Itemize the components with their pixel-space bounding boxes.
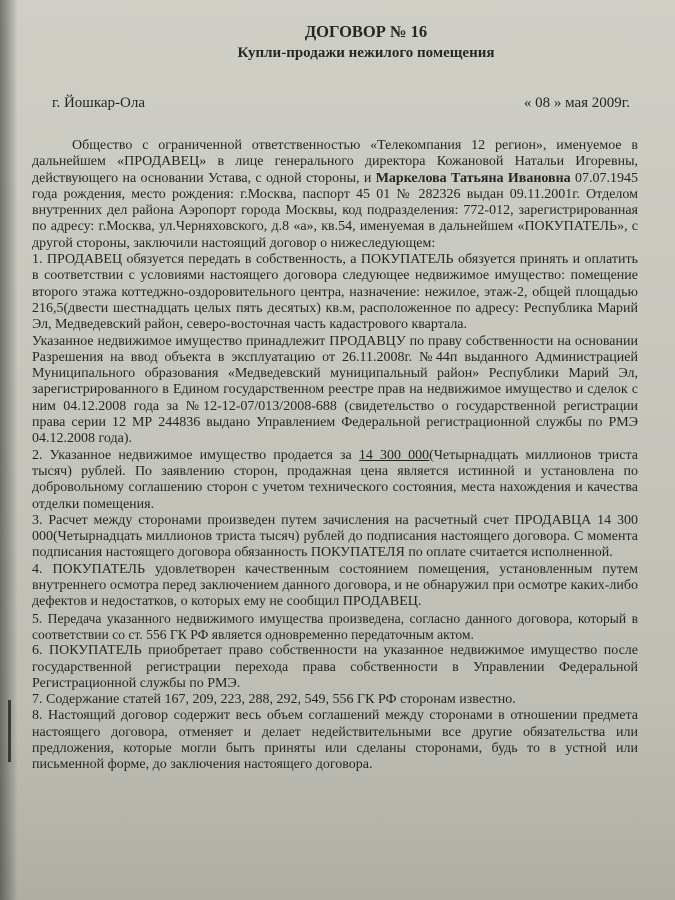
preamble-part2: 07.07.1945 года рождения, место рождения: г.Москва, паспорт 45 01 № 282326 выдан 09.11.2001г. Отделом внутренних дел района Аэропорт города Москвы, код подразделения: 772-012, зарегистрированная по адресу: г.Москва, ул.Черняховского, д.8 «а», кв.54, именуемая в дальнейшем «ПОКУПАТЕЛЬ», с другой стороны, заключили настоящий договор о нижеследующем: [32, 170, 639, 251]
clause-5: 5. Передача указанного недвижимого имущества произведена, согласно данного договора, который в соответствии со ст. 556 ГК РФ является одновременно передаточным актом. [32, 610, 638, 642]
clause-4: 4. ПОКУПАТЕЛЬ удовлетворен качественным состоянием помещения, установленным путем внутреннего осмотра перед заключением данного договора, и не обнаружил при осмотре каких-либо дефектов и недостатков, о которых ему не сообщил ПРОДАВЕЦ. [32, 561, 638, 610]
contract-date: « 08 » мая 2009г. [523, 95, 630, 111]
place-date-line [30, 95, 642, 115]
clause-2-price: 14 300 000 [358, 447, 430, 463]
document-content [30, 22, 642, 774]
contract-body [30, 138, 642, 774]
document-subtitle: Купли-продажи нежилого помещения [237, 45, 495, 61]
clause-6: 6. ПОКУПАТЕЛЬ приобретает право собственности на указанное недвижимое имущество после государственной регистрации перехода права собственности в Управлении Федеральной Регистрационной службы по РМЭ. [32, 643, 638, 691]
page-shadow [0, 0, 18, 900]
margin-mark [8, 700, 11, 762]
buyer-name: Маркелова Татьяна Ивановна [375, 170, 571, 186]
clause-3: 3. Расчет между сторонами произведен путем зачисления на расчетный счет ПРОДАВЦА 14 300 000(Четырнадцать миллионов триста тысяч) рублей до подписания настоящего договора. С момента подписания настоящего договора обязанность ПОКУПАТЕЛЯ по оплате считается исполненной. [32, 512, 638, 561]
clause-2-post: (Четырнадцать миллионов триста тысяч) рублей. По заявлению сторон, продажная цена является истинной и установлена по добровольному соглашению сторон с учетом технического состояния, места нахождения и качества отделки помещения. [32, 447, 639, 512]
preamble-part1: Общество с ограниченной ответственностью «Телекомпания 12 регион», именуемое в дальнейшем «ПРОДАВЕЦ» в лице генерального директора Кожановой Натальи Игоревны, действующего на основании Устава, с одной стороны, и [32, 138, 638, 186]
preamble [32, 138, 638, 252]
clause-1: 1. ПРОДАВЕЦ обязуется передать в собственность, а ПОКУПАТЕЛЬ обязуется принять и оплатить в соответствии с условиями настоящего договора следующее недвижимое имущество: помещение второго этажа коттеджно-оздоровительного центра, назначение: нежилое, этаж-2, общей площадью 216,5(двести шестнадцать целых пять десятых) кв.м, расположенное по адресу: Республика Марий Эл, Медведевский район, северо-восточная часть кадастрового квартала. [32, 252, 638, 333]
clause-1-ownership: Указанное недвижимое имущество принадлежит ПРОДАВЦУ по праву собственности на основании Разрешения на ввод объекта в эксплуатацию от 26.11.2008г. №44п выданного Администрацией Муниципального образования «Медведевский муниципальный район» Республики Марий Эл, зарегистрированного в Едином государственном реестре прав на недвижимое имущество и сделок с ним 04.12.2008 года за №12-12-07/013/2008-688 (свидетельство о государственной регистрации права серии 12 МР 244836 выдано Управлением Федеральной регистрационной службы по РМЭ 04.12.2008 года). [32, 333, 638, 447]
clause-2-pre: 2. Указанное недвижимое имущество продается за [32, 447, 359, 463]
city: г. Йошкар-Ола [52, 95, 146, 111]
clause-8: 8. Настоящий договор содержит весь объем соглашений между сторонами в отношении предмета настоящего договора, отменяет и делает недействительными все другие обязательства или предложения, которые могли быть приняты или сделаны сторонами, будь то в устной или письменной форме, до заключения настоящего договора. [32, 708, 638, 773]
document-title: ДОГОВОР № 16 [304, 22, 428, 41]
clause-7: 7. Содержание статей 167, 209, 223, 288, 292, 549, 556 ГК РФ сторонам известно. [32, 692, 516, 708]
clause-2 [32, 448, 638, 513]
